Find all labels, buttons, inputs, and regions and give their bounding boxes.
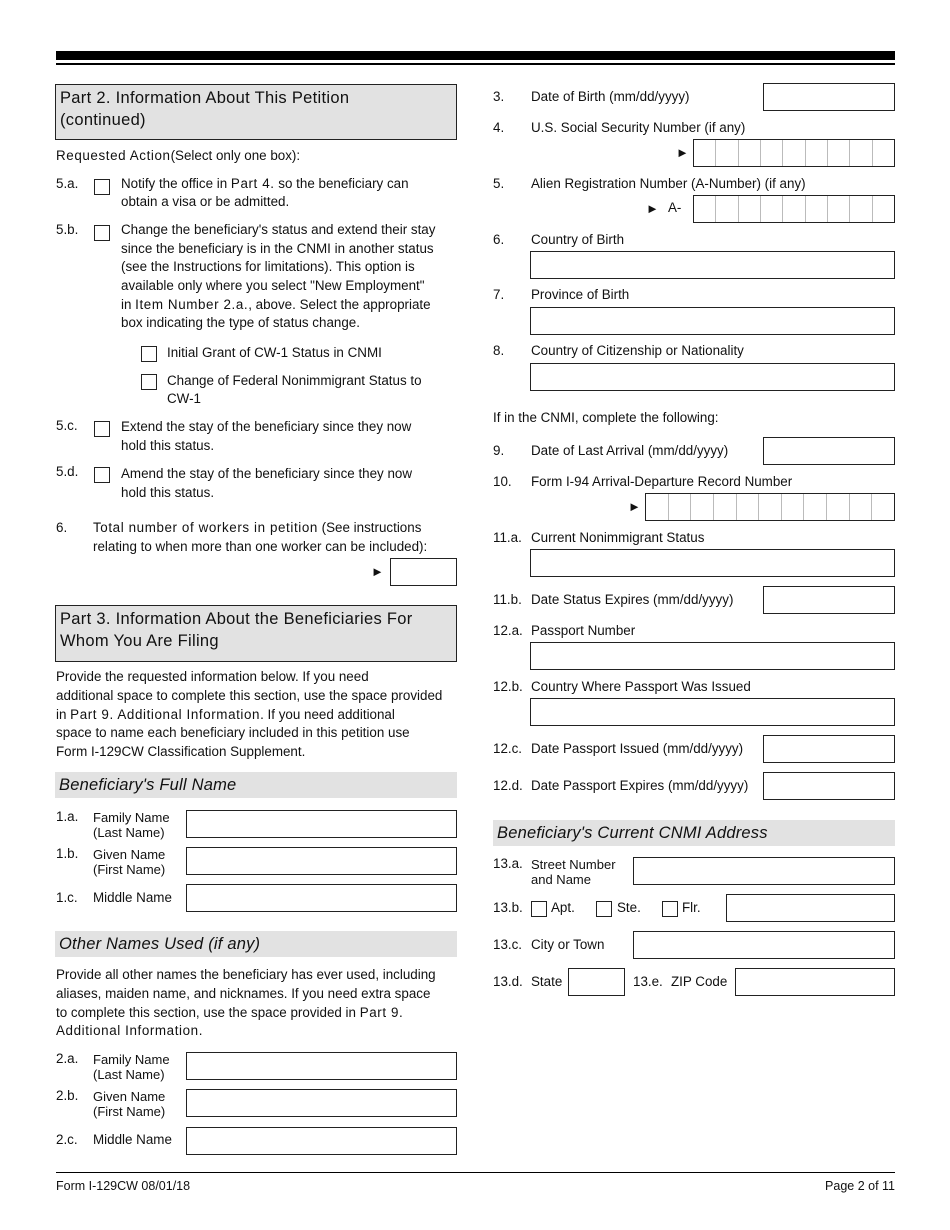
item-5d-line1: Amend the stay of the beneficiary since they now [121, 466, 413, 481]
item-5b-line2: since the beneficiary is in the CNMI in another status [121, 241, 434, 256]
part3-intro-post: . If you need additional [260, 707, 395, 722]
zip-label: ZIP Code [671, 974, 728, 989]
a-number-arrow-icon: ► [646, 201, 659, 216]
part3-intro-line2: additional space to complete this section, use the space provided [56, 688, 443, 703]
item-5a-text: Notify the office in [121, 176, 231, 191]
item-6-ref: Total number of workers in petition [93, 520, 318, 535]
checkbox-5a[interactable] [94, 179, 110, 195]
passport-issued-input[interactable] [763, 735, 895, 763]
part3-intro-line5: Form I-129CW Classification Supplement. [56, 744, 306, 759]
item-5b-line6: box indicating the type of status change. [121, 315, 360, 330]
item-5d-line2: hold this status. [121, 485, 215, 500]
family-name-input[interactable] [186, 810, 457, 838]
item-5d-number: 5.d. [56, 464, 79, 479]
item-5a-line2: obtain a visa or be admitted. [121, 194, 290, 209]
item-5b-number: 5.b. [56, 222, 79, 237]
part3-intro-ref: Part 9. Additional Information [70, 707, 261, 722]
status-expires-input[interactable] [763, 586, 895, 614]
part2-title: Part 2. Information About This Petition [60, 89, 350, 107]
flr-label: Flr. [682, 900, 701, 915]
item-5c-number: 5.c. [56, 418, 78, 433]
item-5b-line5-pre: in [121, 297, 136, 312]
option-change-status-line1: Change of Federal Nonimmigrant Status to [167, 373, 422, 388]
given-name-label: Given Name [93, 847, 166, 862]
item-5a-ref: Part 4. [230, 176, 275, 191]
citizenship-label: Country of Citizenship or Nationality [531, 343, 744, 358]
ste-checkbox[interactable] [596, 901, 612, 917]
q12a-number: 12.a. [493, 623, 523, 638]
other-names-line3 [56, 1004, 403, 1023]
given-name-input[interactable] [186, 847, 457, 875]
item-5b-line5 [121, 296, 431, 315]
footer-rule [56, 1172, 895, 1173]
item-6-line1 [93, 519, 421, 538]
item-6-line2: relating to when more than one worker can be included): [93, 539, 428, 554]
last-arrival-input[interactable] [763, 437, 895, 465]
passport-country-input[interactable] [530, 698, 895, 726]
other-names-ref2: Additional Information [56, 1023, 199, 1038]
q9-number: 9. [493, 443, 505, 458]
city-label: City or Town [531, 937, 605, 952]
q8-number: 8. [493, 343, 505, 358]
other-given-name-input[interactable] [186, 1089, 457, 1117]
ste-label: Ste. [617, 900, 641, 915]
other-names-line1: Provide all other names the beneficiary has ever used, including [56, 967, 436, 982]
city-input[interactable] [633, 931, 895, 959]
item-5b-line1: Change the beneficiary's status and extend their stay [121, 222, 436, 237]
page-number: Page 2 of 11 [825, 1179, 895, 1193]
nonimmigrant-status-label: Current Nonimmigrant Status [531, 530, 705, 545]
q11a-number: 11.a. [493, 530, 522, 545]
passport-number-label: Passport Number [531, 623, 636, 638]
header-rule-thick [56, 51, 895, 60]
passport-country-label: Country Where Passport Was Issued [531, 679, 751, 694]
part3-intro-line3 [56, 706, 395, 725]
q12c-number: 12.c. [493, 741, 523, 756]
q13a-number: 13.a. [493, 856, 523, 871]
cnmi-intro: If in the CNMI, complete the following: [493, 410, 719, 425]
zip-input[interactable] [735, 968, 895, 996]
item-2b-number: 2.b. [56, 1088, 79, 1103]
part2-header [55, 84, 457, 140]
other-names-line3-pre: to complete this section, use the space provided in [56, 1005, 360, 1020]
other-names-heading: Other Names Used (if any) [55, 931, 457, 957]
apt-checkbox[interactable] [531, 901, 547, 917]
nonimmigrant-status-input[interactable] [530, 549, 895, 577]
item-2a-number: 2.a. [56, 1051, 79, 1066]
full-name-heading: Beneficiary's Full Name [55, 772, 457, 798]
part3-title-line2: Whom You Are Filing [60, 632, 219, 650]
a-number-input[interactable] [693, 195, 895, 223]
ssn-label: U.S. Social Security Number (if any) [531, 120, 746, 135]
part2-continued: (continued) [60, 111, 146, 129]
item-5b-line5-post: , above. Select the appropriate [248, 297, 431, 312]
passport-issued-label: Date Passport Issued (mm/dd/yyyy) [531, 741, 744, 756]
country-of-birth-label: Country of Birth [531, 232, 625, 247]
checkbox-5c[interactable] [94, 421, 110, 437]
total-workers-input[interactable] [390, 558, 457, 586]
street-label-line1: Street Number [531, 857, 616, 872]
other-last-name-label: (Last Name) [93, 1067, 165, 1082]
address-heading: Beneficiary's Current CNMI Address [493, 820, 895, 846]
other-middle-name-label: Middle Name [93, 1132, 172, 1147]
q11b-number: 11.b. [493, 592, 522, 607]
checkbox-5d[interactable] [94, 467, 110, 483]
item-5b-line3: (see the Instructions for limitations). This option is [121, 259, 415, 274]
other-middle-name-input[interactable] [186, 1127, 457, 1155]
q7-number: 7. [493, 287, 505, 302]
first-name-label: (First Name) [93, 862, 166, 877]
a-number-prefix: A- [668, 200, 682, 215]
dob-label: Date of Birth (mm/dd/yyyy) [531, 89, 690, 104]
q12d-number: 12.d. [493, 778, 523, 793]
item-5c-line2: hold this status. [121, 438, 215, 453]
q13b-number: 13.b. [493, 900, 523, 915]
other-names-period: . [198, 1023, 203, 1038]
part3-intro-pre: in [56, 707, 71, 722]
i94-arrow-icon: ► [628, 499, 641, 514]
citizenship-input[interactable] [530, 363, 895, 391]
item-6-post: (See instructions [317, 520, 422, 535]
flr-checkbox[interactable] [662, 901, 678, 917]
passport-expires-label: Date Passport Expires (mm/dd/yyyy) [531, 778, 749, 793]
item-5a-line1 [121, 175, 409, 194]
other-family-name-input[interactable] [186, 1052, 457, 1080]
q13c-number: 13.c. [493, 937, 523, 952]
last-arrival-label: Date of Last Arrival (mm/dd/yyyy) [531, 443, 729, 458]
option-initial-grant: Initial Grant of CW-1 Status in CNMI [167, 345, 382, 360]
q5-number: 5. [493, 176, 505, 191]
header-rule-thin [56, 63, 895, 65]
state-label: State [531, 974, 563, 989]
province-of-birth-label: Province of Birth [531, 287, 630, 302]
province-of-birth-input[interactable] [530, 307, 895, 335]
requested-action-line [56, 147, 300, 166]
i94-input[interactable] [645, 493, 895, 521]
other-first-name-label: (First Name) [93, 1104, 166, 1119]
item-6-number: 6. [56, 520, 68, 535]
state-select[interactable] [568, 968, 625, 996]
arrow-icon: ► [371, 564, 384, 579]
passport-expires-input[interactable] [763, 772, 895, 800]
other-names-line2: aliases, maiden name, and nicknames. If you need extra space [56, 986, 431, 1001]
ssn-input[interactable] [693, 139, 895, 167]
q6-number: 6. [493, 232, 505, 247]
checkbox-initial-grant[interactable] [141, 346, 157, 362]
item-5b-ref: Item Number 2.a. [135, 297, 249, 312]
q10-number: 10. [493, 474, 512, 489]
unit-number-input[interactable] [726, 894, 895, 922]
option-change-status-line2: CW-1 [167, 391, 201, 406]
item-1c-number: 1.c. [56, 890, 78, 905]
a-number-label: Alien Registration Number (A-Number) (if any) [531, 176, 806, 191]
i94-label: Form I-94 Arrival-Departure Record Number [531, 474, 793, 489]
other-given-name-label: Given Name [93, 1089, 166, 1104]
requested-action-note: (Select only one box): [170, 148, 301, 163]
item-2c-number: 2.c. [56, 1132, 78, 1147]
ssn-arrow-icon: ► [676, 145, 689, 160]
item-5b-line4: available only where you select "New Employment" [121, 278, 425, 293]
q13e-number: 13.e. [633, 974, 663, 989]
middle-name-label: Middle Name [93, 890, 172, 905]
other-family-name-label: Family Name [93, 1052, 170, 1067]
part3-intro-line1: Provide the requested information below. If you need [56, 669, 369, 684]
country-of-birth-input[interactable] [530, 251, 895, 279]
street-input[interactable] [633, 857, 895, 885]
q4-number: 4. [493, 120, 505, 135]
q3-number: 3. [493, 89, 505, 104]
street-label-line2: and Name [531, 872, 591, 887]
q13d-number: 13.d. [493, 974, 523, 989]
item-1b-number: 1.b. [56, 846, 79, 861]
item-5c-line1: Extend the stay of the beneficiary since they now [121, 419, 412, 434]
other-names-line4 [56, 1022, 202, 1041]
item-1a-number: 1.a. [56, 809, 79, 824]
passport-number-input[interactable] [530, 642, 895, 670]
other-names-ref: Part 9. [359, 1005, 404, 1020]
checkbox-5b[interactable] [94, 225, 110, 241]
last-name-label: (Last Name) [93, 825, 165, 840]
dob-input[interactable] [763, 83, 895, 111]
form-id: Form I-129CW 08/01/18 [56, 1179, 191, 1193]
part3-title-line1: Part 3. Information About the Beneficiaries For [60, 610, 413, 628]
part3-intro-line4: space to name each beneficiary included in this petition use [56, 725, 410, 740]
status-expires-label: Date Status Expires (mm/dd/yyyy) [531, 592, 734, 607]
middle-name-input[interactable] [186, 884, 457, 912]
item-5a-number: 5.a. [56, 176, 79, 191]
item-5a-text-post: so the beneficiary can [274, 176, 409, 191]
part3-header [55, 605, 457, 662]
q12b-number: 12.b. [493, 679, 523, 694]
family-name-label: Family Name [93, 810, 170, 825]
checkbox-change-status[interactable] [141, 374, 157, 390]
requested-action-label: Requested Action [56, 148, 171, 163]
apt-label: Apt. [551, 900, 575, 915]
